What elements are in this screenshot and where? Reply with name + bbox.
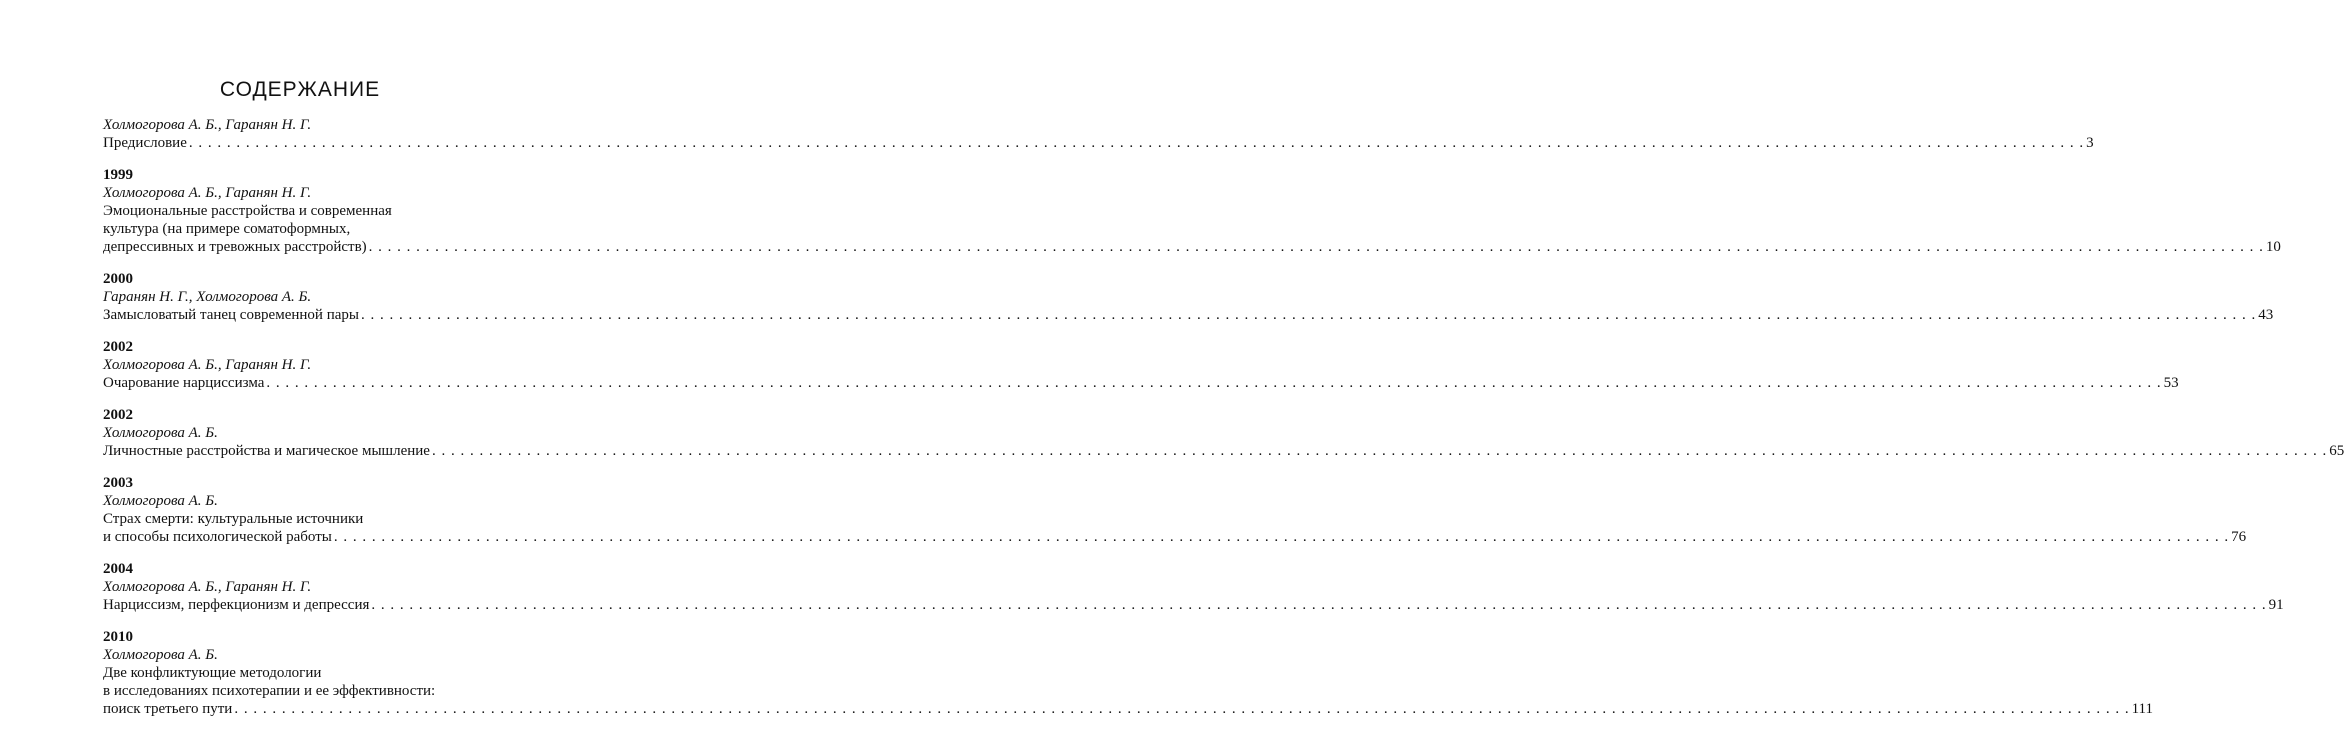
page-title: СОДЕРЖАНИЕ [219, 78, 381, 101]
toc-authors: Холмогорова А. Б., Гаранян Н. Г. [103, 357, 312, 373]
toc-authors: Холмогорова А. Б. [103, 493, 218, 509]
toc-page-number[interactable]: 111 [2131, 701, 2153, 717]
toc-title-row [103, 528, 2247, 546]
toc-page-number[interactable]: 53 [2163, 375, 2179, 391]
toc-title-row [103, 374, 2179, 392]
toc-title-line: Личностные расстройства и магическое мышление [103, 443, 430, 459]
toc-authors: Холмогорова А. Б., Гаранян Н. Г. [103, 579, 312, 595]
toc-authors: Гаранян Н. Г., Холмогорова А. Б. [103, 289, 312, 305]
dot-leader: . . . . . . . . . . . . . . . . . . . . . . . . . . . . . . . . . . . . . . . . . . . . . . . . . . . . . . . . . . . . . . . . . . . . . . . . . . . . . . . . . . . . . . . . . . . . . . . . . . . . . . . . . . . . . . . . . . . . . . . . . . . . . . . . . . . . . . . . . . . . . . . . . . . . . . . . . . . . . . . . . . . . . . . . . . . . . . . . . . . . . . . . . . . . . . . . . . . . . . . . [266, 375, 2162, 391]
dot-leader: . . . . . . . . . . . . . . . . . . . . . . . . . . . . . . . . . . . . . . . . . . . . . . . . . . . . . . . . . . . . . . . . . . . . . . . . . . . . . . . . . . . . . . . . . . . . . . . . . . . . . . . . . . . . . . . . . . . . . . . . . . . . . . . . . . . . . . . . . . . . . . . . . . . . . . . . . . . . . . . . . . . . . . . . . . . . . . . . . . . . . . . . . . . . . . . . . . . . . . . . [234, 701, 2130, 717]
toc-entry[interactable] [103, 474, 2247, 546]
toc-title-line: Очарование нарциссизма [103, 375, 265, 391]
toc-authors: Холмогорова А. Б. [103, 425, 218, 441]
toc-title-line: Эмоциональные расстройства и современная [103, 203, 392, 219]
toc-title-line: Предисловие [103, 135, 187, 151]
dot-leader: . . . . . . . . . . . . . . . . . . . . . . . . . . . . . . . . . . . . . . . . . . . . . . . . . . . . . . . . . . . . . . . . . . . . . . . . . . . . . . . . . . . . . . . . . . . . . . . . . . . . . . . . . . . . . . . . . . . . . . . . . . . . . . . . . . . . . . . . . . . . . . . . . . . . . . . . . . . . . . . . . . . . . . . . . . . . . . . . . . . . . . . . . . . . . . . . . . . . . . . . [368, 239, 2264, 255]
dot-leader: . . . . . . . . . . . . . . . . . . . . . . . . . . . . . . . . . . . . . . . . . . . . . . . . . . . . . . . . . . . . . . . . . . . . . . . . . . . . . . . . . . . . . . . . . . . . . . . . . . . . . . . . . . . . . . . . . . . . . . . . . . . . . . . . . . . . . . . . . . . . . . . . . . . . . . . . . . . . . . . . . . . . . . . . . . . . . . . . . . . . . . . . . . . . . . . . . . . . . . . . [188, 135, 2085, 151]
dot-leader: . . . . . . . . . . . . . . . . . . . . . . . . . . . . . . . . . . . . . . . . . . . . . . . . . . . . . . . . . . . . . . . . . . . . . . . . . . . . . . . . . . . . . . . . . . . . . . . . . . . . . . . . . . . . . . . . . . . . . . . . . . . . . . . . . . . . . . . . . . . . . . . . . . . . . . . . . . . . . . . . . . . . . . . . . . . . . . . . . . . . . . . . . . . . . . . . . . . . . . . . [333, 529, 2230, 545]
toc-title-line: Страх смерти: культуральные источники [103, 511, 364, 527]
toc-entry[interactable] [103, 338, 2179, 392]
toc-title-line: поиск третьего пути [103, 701, 233, 717]
toc-title-line: депрессивных и тревожных расстройств) [103, 239, 367, 255]
toc-title-line: Нарциссизм, перфекционизм и депрессия [103, 597, 370, 613]
toc-title-row [103, 238, 2281, 256]
toc-year: 2004 [103, 561, 133, 577]
toc-title-row [103, 306, 2274, 324]
dot-leader: . . . . . . . . . . . . . . . . . . . . . . . . . . . . . . . . . . . . . . . . . . . . . . . . . . . . . . . . . . . . . . . . . . . . . . . . . . . . . . . . . . . . . . . . . . . . . . . . . . . . . . . . . . . . . . . . . . . . . . . . . . . . . . . . . . . . . . . . . . . . . . . . . . . . . . . . . . . . . . . . . . . . . . . . . . . . . . . . . . . . . . . . . . . . . . . . . . . . . . . . [360, 307, 2257, 323]
toc-page-number[interactable]: 76 [2231, 529, 2247, 545]
toc-year: 2000 [103, 271, 133, 287]
toc-entry[interactable] [103, 628, 2153, 718]
toc-title-line: в исследованиях психотерапии и ее эффективности: [103, 683, 436, 699]
toc-page-number[interactable]: 65 [2329, 443, 2344, 459]
toc-entry[interactable] [103, 270, 2274, 324]
toc-title-row [103, 442, 2344, 460]
dot-leader: . . . . . . . . . . . . . . . . . . . . . . . . . . . . . . . . . . . . . . . . . . . . . . . . . . . . . . . . . . . . . . . . . . . . . . . . . . . . . . . . . . . . . . . . . . . . . . . . . . . . . . . . . . . . . . . . . . . . . . . . . . . . . . . . . . . . . . . . . . . . . . . . . . . . . . . . . . . . . . . . . . . . . . . . . . . . . . . . . . . . . . . . . . . . . . . . . . . . . . . . [371, 597, 2267, 613]
toc-title-row [103, 700, 2153, 718]
toc-title-line: Замысловатый танец современной пары [103, 307, 359, 323]
toc-entry[interactable] [103, 560, 2284, 614]
toc-entry[interactable] [103, 116, 2094, 152]
toc-authors: Холмогорова А. Б., Гаранян Н. Г. [103, 185, 312, 201]
toc-page-number[interactable]: 3 [2086, 135, 2094, 151]
toc-authors: Холмогорова А. Б., Гаранян Н. Г. [103, 117, 312, 133]
toc-year: 2002 [103, 339, 133, 355]
toc-year: 2002 [103, 407, 133, 423]
toc-year: 2010 [103, 629, 133, 645]
toc-title-line: Две конфликтующие методологии [103, 665, 322, 681]
toc-title-line: культура (на примере соматоформных, [103, 221, 351, 237]
toc-page-number[interactable]: 10 [2265, 239, 2281, 255]
toc-authors: Холмогорова А. Б. [103, 647, 218, 663]
toc-year: 2003 [103, 475, 133, 491]
toc-title-row [103, 134, 2094, 152]
dot-leader: . . . . . . . . . . . . . . . . . . . . . . . . . . . . . . . . . . . . . . . . . . . . . . . . . . . . . . . . . . . . . . . . . . . . . . . . . . . . . . . . . . . . . . . . . . . . . . . . . . . . . . . . . . . . . . . . . . . . . . . . . . . . . . . . . . . . . . . . . . . . . . . . . . . . . . . . . . . . . . . . . . . . . . . . . . . . . . . . . . . . . . . . . . . . . . . . . . . . . . . . [431, 443, 2328, 459]
toc-page-number[interactable]: 43 [2258, 307, 2274, 323]
toc-year: 1999 [103, 167, 133, 183]
table-of-contents [103, 116, 2344, 732]
toc-page-number[interactable]: 91 [2268, 597, 2284, 613]
toc-entry[interactable] [103, 166, 2281, 256]
toc-title-row [103, 596, 2284, 614]
toc-entry[interactable] [103, 406, 2344, 460]
toc-title-line: и способы психологической работы [103, 529, 332, 545]
